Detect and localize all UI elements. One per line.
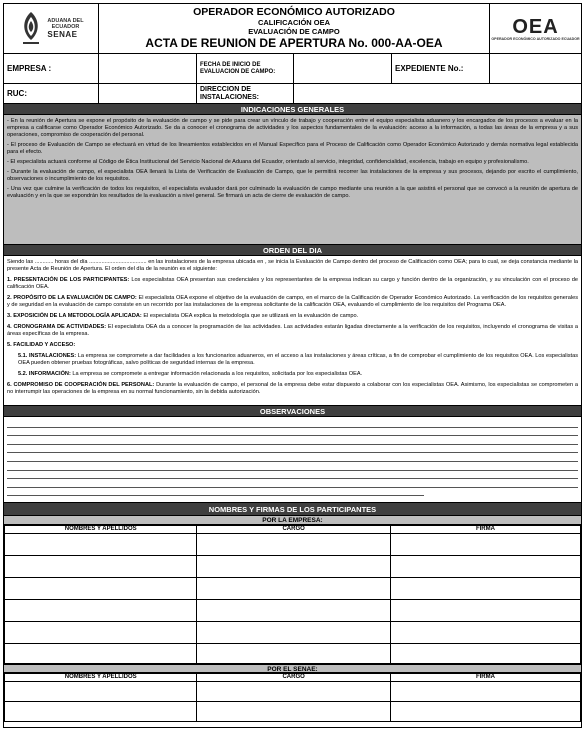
- indicaciones-section: [4, 115, 581, 245]
- indicacion-paragraph: - Durante la evaluación de campo, el especialista OEA llenará la Lista de Verificación de Evaluación de Campo, que le permitirá recorrer las instalaciones de la empresa y sus procesos, dejando por escrito el cumplimiento, observaciones o incumplimiento de los requisitos.: [7, 169, 578, 182]
- logo-left-senae: SENAE: [47, 30, 78, 39]
- observacion-line[interactable]: [7, 462, 578, 471]
- orden-item-text: Los especialistas OEA presentan sus credenciales y los representantes de la empresa indican su cargo y función dentro de la organización, y su vinculación con el proceso de calificación OEA.: [7, 277, 578, 290]
- orden-item-title: 5.2. INFORMACIÓN:: [18, 371, 71, 377]
- cargo-cell[interactable]: [197, 702, 391, 722]
- nombre-cell[interactable]: [5, 578, 197, 600]
- orden-item-text: El especialista OEA explica la metodología que se utilizará en la evaluación de campo.: [141, 313, 359, 319]
- fecha-value-field[interactable]: [294, 54, 392, 83]
- orden-item-text: Durante la evaluación de campo, el personal de la empresa debe estar dispuesto a colaborar con los especialistas OEA. Asimismo, los especialistas se comprometen a no interrumpir las operaciones de la empresa en su normal funcionamiento, sin la debida autorización.: [7, 382, 578, 395]
- orden-item-text: La empresa se compromete a dar facilidades a los funcionarios aduaneros, en el acceso a las instalaciones y áreas críticas, a fin de comprobar el cumplimiento de los requisitos OEA. Los especialistas OEA pueden obtener pruebas fotográficas, salvo políticas de seguridad internas de la empresa.: [18, 353, 578, 366]
- observacion-line[interactable]: [7, 419, 578, 428]
- firma-cell[interactable]: [390, 682, 580, 702]
- firma-cell[interactable]: [390, 600, 580, 622]
- empresa-signatures-table: [4, 525, 581, 664]
- orden-intro: Siendo las ............ horas del día ..................................... en las instalaciones de la empresa ubicada en , se inicia la Evaluación de Campo dentro del proceso de Calificación como OEA; para lo cual, se deja constancia mediante la presente Acta de Reunión de Apertura. El orden del día de la reunión es el siguiente:: [7, 259, 578, 272]
- orden-item-text: La empresa se compromete a entregar información relacionada a los requisitos, solicitada por los especialistas OEA.: [70, 371, 363, 377]
- orden-item-title: 5.1. INSTALACIONES:: [18, 353, 77, 359]
- direccion-value-field[interactable]: [294, 84, 581, 103]
- orden-item-title: 1. PRESENTACIÓN DE LOS PARTICIPANTES:: [7, 277, 130, 283]
- nombre-cell[interactable]: [5, 600, 197, 622]
- table-row: [5, 600, 581, 622]
- observacion-line[interactable]: [7, 436, 578, 445]
- empresa-value-field[interactable]: [99, 54, 197, 83]
- nombre-cell[interactable]: [5, 682, 197, 702]
- orden-section: [4, 256, 581, 406]
- document-header: [4, 4, 581, 54]
- nombre-cell[interactable]: [5, 622, 197, 644]
- orden-item-1: [4, 277, 581, 291]
- por-la-empresa-label: POR LA EMPRESA:: [4, 516, 581, 525]
- title-calificacion: CALIFICACIÓN OEA: [257, 18, 331, 27]
- senae-signatures-table: [4, 673, 581, 722]
- cargo-cell[interactable]: [197, 556, 391, 578]
- indicaciones-heading: INDICACIONES GENERALES: [4, 104, 581, 115]
- firma-cell[interactable]: [390, 622, 580, 644]
- orden-item-text: El especialista OEA da a conocer la programación de las actividades. Las actividades estarán ligadas directamente a la verificación de los requisitos, incluyendo el cronograma de visitas a áreas específicas de la empresa.: [7, 324, 578, 337]
- nombre-cell[interactable]: [5, 702, 197, 722]
- orden-item-title: 5. FACILIDAD Y ACCESO:: [7, 342, 76, 348]
- orden-item-text: El especialista OEA expone el objetivo de la evaluación de campo, en el marco de la Calificación de Operador Económico Autorizado. La verificación de los requisitos generales y de seguridad en la evaluación de campo consiste en un recorrido por las instalaciones de la empresa solicitante de la calificación OEA, evaluando el cumplimiento de los requisitos del Programa OEA.: [7, 295, 579, 308]
- cargo-cell[interactable]: [197, 682, 391, 702]
- senae-emblem-icon: [18, 10, 44, 48]
- col-cargo-header: CARGO: [197, 526, 391, 534]
- firma-cell[interactable]: [390, 556, 580, 578]
- orden-item-5: [4, 342, 581, 349]
- participantes-heading: NOMBRES Y FIRMAS DE LOS PARTICIPANTES: [4, 503, 581, 516]
- orden-item-2: [4, 295, 581, 309]
- observacion-line[interactable]: [7, 428, 578, 437]
- ruc-value-field[interactable]: [99, 84, 197, 103]
- indicacion-paragraph: - En la reunión de Apertura se expone el propósito de la evaluación de campo y se pide para crear un vínculo de trabajo y cooperación entre el equipo especialista aduanero y los encargados de los procesos a evaluar en la empresa a calificarse como Operador Económico Autorizado. Se da a conocer el cronograma de actividades y los aspectos fundamentales de la evaluación: acceso a la información, a todas las áreas de la empresa y a sus operaciones, compromiso de cooperación del personal.: [7, 118, 578, 138]
- firma-cell[interactable]: [390, 578, 580, 600]
- title-acta: ACTA DE REUNION DE APERTURA No. 000-AA-OEA: [145, 36, 443, 50]
- table-row: [5, 578, 581, 600]
- table-row: [5, 702, 581, 722]
- fecha-label: FECHA DE INICIO DE EVALUACION DE CAMPO:: [197, 54, 294, 83]
- observacion-line[interactable]: [7, 488, 424, 497]
- empresa-label: EMPRESA :: [4, 54, 99, 83]
- logo-left-line2: ECUADOR: [51, 24, 80, 30]
- orden-item-title: 6. COMPROMISO DE COOPERACIÓN DEL PERSONAL:: [7, 382, 155, 388]
- orden-item-title: 4. CRONOGRAMA DE ACTIVIDADES:: [7, 324, 107, 330]
- orden-item-5-1: [4, 353, 581, 367]
- title-main: OPERADOR ECONÓMICO AUTORIZADO: [193, 6, 395, 18]
- table-row: [5, 534, 581, 556]
- observaciones-heading: OBSERVACIONES: [4, 406, 581, 417]
- orden-item-title: 2. PROPÓSITO DE LA EVALUACIÓN DE CAMPO:: [7, 295, 137, 301]
- orden-item-3: [4, 313, 581, 320]
- cargo-cell[interactable]: [197, 644, 391, 664]
- fields-row-1: [4, 54, 581, 84]
- firma-cell[interactable]: [390, 534, 580, 556]
- expediente-value-field[interactable]: [490, 54, 581, 83]
- nombre-cell[interactable]: [5, 534, 197, 556]
- logo-left-line1: ADUANA DEL: [47, 18, 84, 24]
- indicacion-paragraph: - El proceso de Evaluación de Campo se efectuará en virtud de los lineamientos establecidos en el Manual Específico para el Proceso de Calificación como Operador Económico Autorizado y demás normativa legal establecida para el efecto.: [7, 142, 578, 155]
- table-row: [5, 556, 581, 578]
- por-el-senae-label: POR EL SENAE:: [4, 664, 581, 673]
- orden-item-6: [4, 382, 581, 396]
- indicacion-paragraph: - Una vez que culmine la verificación de todos los requisitos, el especialista evaluador dará por culminado la evaluación de campo mediante una reunión a la que asistirá el personal que se convocó a la reunión de apertura de evaluación y en la que se expondrán los resultados de la evaluación a nivel general. Se firmará un acta de cierre de evaluación de campo.: [7, 186, 578, 199]
- acta-document: [3, 3, 582, 728]
- ruc-label: RUC:: [4, 84, 99, 103]
- oea-logo-subtitle: OPERADOR ECONÓMICO AUTORIZADO ECUADOR: [491, 36, 580, 41]
- observacion-line[interactable]: [7, 471, 578, 480]
- table-row: [5, 682, 581, 702]
- col-nombres-header: NOMBRES Y APELLIDOS: [5, 526, 197, 534]
- orden-item-4: [4, 324, 581, 338]
- col-nombres-header: NOMBRES Y APELLIDOS: [5, 674, 197, 682]
- header-titles: [99, 4, 489, 53]
- cargo-cell[interactable]: [197, 600, 391, 622]
- fields-row-2: [4, 84, 581, 104]
- table-row: [5, 622, 581, 644]
- nombre-cell[interactable]: [5, 556, 197, 578]
- cargo-cell[interactable]: [197, 534, 391, 556]
- title-evaluacion: EVALUACIÓN DE CAMPO: [248, 27, 340, 36]
- orden-heading: ORDEN DEL DIA: [4, 245, 581, 256]
- cargo-cell[interactable]: [197, 622, 391, 644]
- direccion-label: DIRECCION DE INSTALACIONES:: [197, 84, 294, 103]
- expediente-label: EXPEDIENTE No.:: [392, 54, 490, 83]
- firma-cell[interactable]: [390, 702, 580, 722]
- senae-logo: [4, 4, 99, 53]
- cargo-cell[interactable]: [197, 578, 391, 600]
- nombre-cell[interactable]: [5, 644, 197, 664]
- oea-logo-mark: OEA: [512, 15, 559, 38]
- observacion-line[interactable]: [7, 479, 578, 488]
- orden-item-title: 3. EXPOSICIÓN DE LA METODOLOGÍA APLICADA:: [7, 313, 142, 319]
- col-cargo-header: CARGO: [197, 674, 391, 682]
- observaciones-area[interactable]: [4, 417, 581, 503]
- oea-logo: [489, 4, 581, 53]
- indicacion-paragraph: - El especialista actuará conforme al Código de Ética Institucional del Servicio Nacional de Aduana del Ecuador, orientado al servicio, integridad, confidencialidad, excelencia, trabajo en equipo y profesionalismo.: [7, 159, 529, 165]
- firma-cell[interactable]: [390, 644, 580, 664]
- observacion-line[interactable]: [7, 445, 578, 454]
- col-firma-header: FIRMA: [390, 526, 580, 534]
- table-row: [5, 644, 581, 664]
- orden-item-5-2: [4, 371, 581, 378]
- col-firma-header: FIRMA: [390, 674, 580, 682]
- observacion-line[interactable]: [7, 453, 578, 462]
